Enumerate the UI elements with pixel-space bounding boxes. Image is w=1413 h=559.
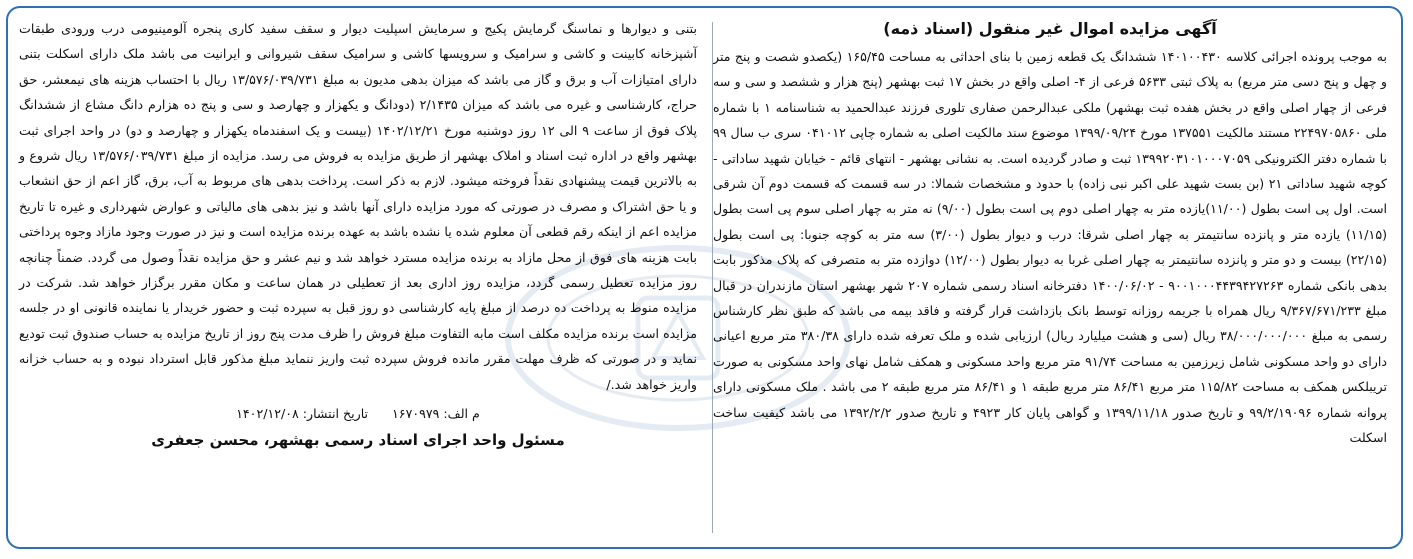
notice-meta (19, 403, 697, 425)
signature: مسئول واحد اجرای اسناد رسمی بهشهر، محسن جعفری (151, 431, 565, 450)
notice-body-part-2: بتنی و دیوارها و نماسنگ گرمایش پکیج و سرمایش اسپلیت دیوار و سقف سفید کاری پنجره آلومینیومی درب ورودی طبقات آشپزخانه کابینت و کاشی و سرامیک و سرویسها کاشی و سرامیک سقف شیروانی و ایرانیت می باشد ملک دارای اسکلت بتنی دارای امتیازات آب و برق و گاز می باشد که میزان بدهی مدیون به مبلغ ۱۳/۵۷۶/۰۳۹/۷۳۱ ریال با احتساب هزینه های نیمعشر، حق حراج، کارشناسی و غیره می باشد که میزان ۲/۱۴۳۵ (دودانگ و یکهزار و چهارصد و سی و پنج ده هزارم دانگ مشاع از ششدانگ پلاک فوق از ساعت ۹ الی ۱۲ روز دوشنبه مورخ ۱۴۰۲/۱۲/۲۱ (بیست و یک اسفندماه یکهزار و چهارصد و دو) در واحد اجرای ثبت بهشهر واقع در اداره ثبت اسناد و املاک بهشهر از طریق مزایده به فروش می رسد. مزایده از مبلغ ۱۳/۵۷۶/۰۳۹/۷۳۱ ریال شروع و به بالاترین قیمت پیشنهادی نقداً فروخته میشود. لازم به ذکر است. پرداخت بدهی های مربوط به آب، برق، گاز اعم از حق انشعاب و یا حق اشتراک و مصرف در صورتی که مورد مزایده دارای آنها باشد و نیز بدهی های مالیاتی و عوارض شهرداری و غیره تا تاریخ مزایده اعم از اینکه رقم قطعی آن معلوم شده یا نشده باشد به عهده برنده مزایده است و نیز در صورت وجود مازاد وجوه پرداختی بابت هزینه های فوق از محل مازاد به برنده مزایده مسترد خواهد شد و نیم عشر و حق مزایده نقداً وصول می گردد. ضمناً چنانچه روز مزایده تعطیل رسمی گردد، مزایده روز اداری بعد از تعطیلی در همان ساعت و مکان مقرر برگزار خواهد شد. شرکت در مزایده منوط به پرداخت ده درصد از مبلغ پایه کارشناسی دو روز قبل به سپرده ثبت و حضور خریدار یا نماینده قانونی او در جلسه مزایده است برنده مزایده مکلف است مابه التفاوت مبلغ فروش را ظرف مدت پنج روز از تاریخ مزایده به حساب صندوق ثبت تودیع نماید و در صورتی که ظرف مهلت مقرر مانده فروش سپرده ثبت واریز ننماید مبلغ مذکور قابل استرداد نبوده و به حساب خزانه واریز خواهد شد./ (19, 21, 697, 392)
reference-number: م الف: ۱۶۷۰۹۷۹ (392, 406, 480, 422)
notice-frame (6, 6, 1403, 549)
column-divider (712, 22, 713, 533)
notice-body-part-1: به موجب پرونده اجرائی کلاسه ۱۴۰۱۰۰۴۳۰ ششدانگ یک قطعه زمین با بنای احداثی به مساحت ۱۶۵/۴۵ (یکصدو شصت و پنج متر و چهل و پنج دسی متر مربع) به پلاک ثبتی ۵۶۳۳ فرعی از ۴- اصلی واقع در بخش ۱۷ ثبت بهشهر (پنج هزار و ششصد و سی و سه فرعی از چهار اصلی واقع در بخش هفده ثبت بهشهر) ملکی عبدالرحمن صفاری تلوری فرزند عبدالحمید به شناسنامه ۱ با شماره ملی ۲۲۴۹۷۰۵۸۶۰ مستند مالکیت ۱۳۷۵۵۱ مورخ ۱۳۹۹/۰۹/۲۴ موضوع سند مالکیت اصلی به شماره چاپی ۰۴۱۰۱۲ سری ب سال ۹۹ با شماره دفتر الکترونیکی ۱۳۹۹۲۰۳۱۰۱۰۰۰۷۰۵۹ ثبت و صادر گردیده است. به نشانی بهشهر - انتهای قائم - خیابان شهید ساداتی - کوچه شهید ساداتی ۲۱ (بن بست شهید علی اکبر نبی زاده) با حدود و مشخصات شمالا: در سه قسمت که قسمت دوم آن شرقی است. اول پی است بطول (۱۱/۰۰)یازده متر به چهار اصلی دوم پی است بطول (۹/۰۰) نه متر به چهار اصلی سوم پی است بطول (۱۱/۱۵) یازده متر و پانزده سانتیمتر به چهار اصلی شرقا: درب و دیوار بطول (۳/۰۰) سه متر به کوچه جنوبا: پی است بطول (۲۲/۱۵) بیست و دو متر و پانزده سانتیمتر به چهار اصلی غربا به دیوار بطول (۱۲/۰۰) دوازده متر به متصرفی که پلاک مذکور بابت بدهی بانکی شماره ۹۰۰۱۰۰۰۴۴۳۹۴۲۷۲۶۳ - ۱۴۰۰/۰۶/۰۲ دفترخانه اسناد رسمی شماره ۲۰۷ شهر بهشهر استان مازندران در قبال مبلغ ۹/۳۶۷/۶۷۱/۲۳۳ ریال همراه با جریمه روزانه توسط بانک بازداشت قرار گرفته و فاقد بیمه می باشد که طبق نظر کارشناس رسمی به مبلغ ۳۸/۰۰۰/۰۰۰/۰۰۰ ریال (سی و هشت میلیارد ریال) ارزیابی شده و ملک تعرفه شده دارای ۳۸۰/۳۸ متر مربع اعیانی دارای دو واحد مسکونی شامل زیرزمین به مساحت ۹۱/۷۴ متر مربع واحد مسکونی و همکف شامل نهای واحد مسکونی به صورت تریبلکس همکف به مساحت ۱۱۵/۸۲ متر مربع ۸۶/۴۱ متر مربع طبقه ۱ و ۸۶/۴۱ متر مربع طبقه ۲ می باشد . ملک مسکونی دارای پروانه شماره ۹۹/۲/۱۹۰۹۶ و تاریخ صدور ۱۳۹۹/۱۱/۱۸ و گواهی پایان کار ۴۹۲۳ و تاریخ صدور ۱۳۹۲/۲/۲ می باشد کیفیت ساخت اسکلت (712, 49, 1388, 446)
right-column (713, 16, 1387, 539)
notice-title: آگهی مزایده اموال غیر منقول (اسناد ذمه) (883, 19, 1217, 38)
left-column (19, 16, 697, 539)
publish-date: تاریخ انتشار: ۱۴۰۲/۱۲/۰۸ (236, 406, 369, 422)
